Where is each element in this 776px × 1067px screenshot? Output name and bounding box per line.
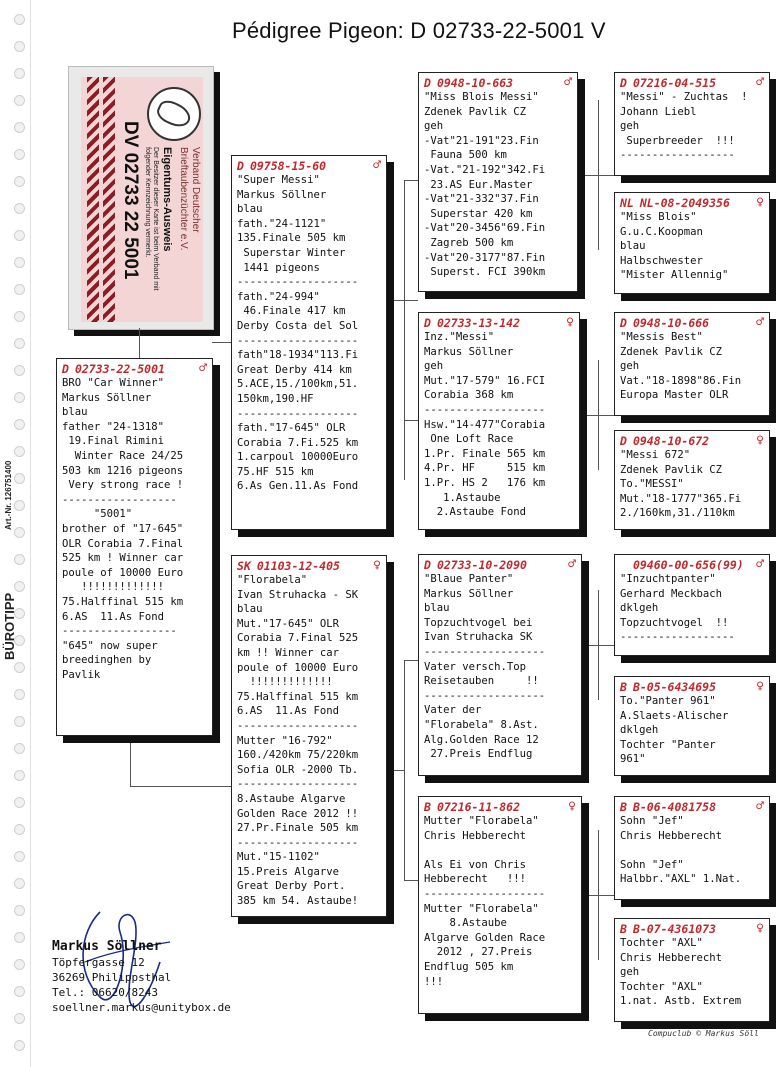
punch-holes (8, 0, 30, 1067)
ring-number: B-05-6434695 (632, 680, 717, 694)
box-line: ------------------- (237, 836, 359, 849)
box-line: Alg.Golden Race 12 (424, 733, 539, 746)
ring-number: B-06-4081758 (632, 800, 717, 814)
box-line: Great Derby 414 km (237, 363, 352, 376)
card-association: Verband Deutscher (190, 147, 201, 233)
box-line: brother of "17-645" (62, 522, 184, 535)
card-stripe (87, 77, 99, 322)
sex-icon: ♂ (568, 557, 576, 572)
box-line: poule of 10000 Euro (237, 661, 359, 674)
punch-hole (14, 473, 25, 484)
pedigree-box-mfm (614, 676, 770, 776)
box-header (620, 800, 764, 814)
punch-hole (14, 149, 25, 160)
ownership-card-body (81, 77, 203, 322)
box-line: 8.Astaube (424, 917, 507, 930)
box-line: "Super Messi" (237, 174, 320, 186)
box-line: Als Ei von Chris (424, 858, 527, 871)
box-line: "Florabela" 8.Ast. (424, 718, 539, 731)
box-line: Very strong race ! (62, 479, 184, 492)
box-line: Superstar Winter (237, 246, 346, 259)
box-line: Mut."17-579" 16.FCI (424, 374, 546, 387)
sex-icon: ♀ (373, 558, 381, 573)
sex-icon: ♂ (564, 75, 572, 90)
country-prefix: B (620, 680, 627, 694)
box-line: dklgeh (620, 724, 659, 737)
box-line: -Vat"21-191"23.Fin (424, 134, 539, 147)
country-prefix: D (424, 558, 431, 572)
box-line: 23.AS Eur.Master (424, 178, 533, 191)
box-line: blau (237, 203, 263, 216)
pedigree-box-fmm (614, 430, 770, 530)
box-line: geh (620, 966, 640, 979)
pedigree-box-subject (56, 358, 213, 736)
pedigree-box-ff (418, 72, 578, 292)
connector (584, 175, 614, 176)
ring-number: 0948-10-663 (436, 76, 514, 90)
box-line: Gerhard Meckbach (620, 587, 723, 600)
country-prefix: D (620, 316, 627, 330)
connector (388, 300, 418, 301)
card-heading: Eigentums-Ausweis (161, 147, 173, 252)
footer-credit: Compuclub © Markus Söll (648, 1029, 759, 1038)
connector (139, 328, 140, 362)
punch-hole (14, 446, 25, 457)
punch-hole (14, 14, 25, 25)
box-line: Tochter "AXL" (620, 937, 703, 949)
box-line: Hsw."14-477"Corabia (424, 418, 546, 431)
punch-hole (14, 581, 25, 592)
box-line: Algarve Golden Race (424, 931, 546, 944)
punch-hole (14, 230, 25, 241)
box-line: geh (424, 360, 444, 373)
box-line: 525 km ! Winner car (62, 552, 184, 565)
punch-hole (14, 1040, 25, 1051)
box-line: Inz."Messi" (424, 331, 495, 343)
owner-street: Töpfergasse 12 (52, 956, 145, 969)
box-line: Sohn "Jef" (620, 858, 684, 871)
connector (584, 645, 614, 646)
punch-hole (14, 905, 25, 916)
box-line: Ivan Struhacka SK (424, 631, 533, 644)
owner-city: 36269 Philippsthal (52, 971, 172, 984)
box-line: ------------------ (620, 149, 735, 162)
sex-icon: ♀ (756, 921, 764, 936)
box-line: Pavlik (62, 668, 101, 681)
box-line: 75.Halffinal 515 km (237, 690, 359, 703)
country-prefix: B (424, 800, 431, 814)
box-line: Tochter "AXL" (620, 980, 703, 993)
page-title: Pédigree Pigeon: D 02733-22-5001 V (232, 18, 606, 43)
ring-number: 07216-04-515 (632, 76, 717, 90)
box-line: blau (237, 603, 263, 616)
box-line: ------------------- (424, 645, 546, 658)
box-line: dklgeh (620, 602, 659, 615)
box-line: ------------------ (62, 493, 177, 506)
country-prefix: D (62, 362, 69, 376)
pedigree-box-mf (418, 554, 582, 776)
box-line: Superst. FCI 390km (424, 266, 546, 279)
box-line: Vater versch.Top (424, 660, 527, 673)
box-line: BRO "Car Winner" (62, 377, 165, 389)
box-line: 503 km 1216 pigeons (62, 464, 184, 477)
sex-icon: ♀ (566, 315, 574, 330)
box-line: Ivan Struhacka - SK (237, 588, 359, 601)
box-line: 75.Halffinal 515 km (62, 595, 184, 608)
box-line: father "24-1318" (62, 420, 165, 433)
pedigree-box-mmm (614, 918, 770, 1022)
box-line: Markus Söllner (237, 188, 327, 201)
box-line: 27.Pr.Finale 505 km (237, 822, 359, 835)
box-line: OLR Corabia 7.Final (62, 537, 184, 550)
box-line: Mutter "16-792" (237, 734, 333, 747)
box-line: ------------------ (620, 631, 735, 644)
box-header (620, 680, 764, 694)
box-line: 1.carpoul 10000Euro (237, 451, 359, 464)
box-line: 160./420km 75/220km (237, 749, 359, 762)
box-line: fath."24-994" (237, 290, 320, 303)
box-header (424, 316, 574, 330)
pigeon-logo-icon (147, 87, 201, 141)
box-line: Europa Master OLR (620, 389, 729, 402)
box-line: "Miss Blois" (620, 211, 697, 223)
box-line: Mut."15-1102" (237, 851, 320, 864)
box-line: 46.Finale 417 km (237, 305, 346, 318)
ownership-card (68, 66, 214, 330)
box-line: !!!!!!!!!!!!! (237, 676, 333, 689)
box-line: To."MESSI" (620, 478, 684, 491)
owner-name: Markus Söllner (52, 939, 162, 954)
box-line: 1.Pr. Finale 565 km (424, 447, 546, 460)
box-line: Corabia 368 km (424, 389, 514, 402)
box-line: Tochter "Panter (620, 738, 716, 751)
punch-hole (14, 959, 25, 970)
box-line: 6.AS 11.As Fond (237, 705, 340, 718)
box-line: Halbbr."AXL" 1.Nat. (620, 873, 742, 886)
box-line: Great Derby Port. (237, 880, 346, 893)
box-header (620, 434, 764, 448)
box-line: ------------------- (237, 334, 359, 347)
box-header (424, 76, 572, 90)
sex-icon: ♀ (568, 799, 576, 814)
box-line: Halbschwester (620, 254, 703, 267)
box-line: 2012 , 27.Preis (424, 946, 533, 959)
box-line: 8.Astaube Algarve (237, 792, 346, 805)
box-line: blau (424, 602, 450, 615)
punch-hole (14, 311, 25, 322)
box-line: Markus Söllner (424, 345, 514, 358)
box-line: Markus Söllner (424, 587, 514, 600)
box-line: Zdenek Pavlik CZ (620, 463, 723, 476)
country-prefix: NL (620, 196, 634, 210)
sex-icon: ♀ (756, 433, 764, 448)
box-line: fath."17-645" OLR (237, 422, 346, 435)
box-line: geh (620, 360, 640, 373)
box-line: breedinghen by (62, 654, 152, 667)
owner-address (52, 938, 231, 1015)
sex-icon: ♂ (756, 75, 764, 90)
box-line: -Vat."21-192"342.Fi (424, 163, 546, 176)
punch-hole (14, 122, 25, 133)
card-stripe (103, 77, 115, 322)
box-line: 1.Astaube (424, 491, 501, 504)
punch-hole (14, 419, 25, 430)
box-line: Derby Costa del Sol (237, 319, 359, 332)
box-line: Topzuchtvogel !! (620, 616, 729, 629)
country-prefix (620, 558, 627, 572)
pedigree-box-mother (231, 555, 387, 917)
box-line: Mut."17-645" OLR (237, 617, 340, 630)
box-line: Sohn "Jef" (620, 815, 684, 827)
ring-number: 02733-22-5001 (74, 362, 165, 376)
box-line: 6.As Gen.11.As Fond (237, 480, 359, 493)
punch-hole (14, 203, 25, 214)
box-line: 15.Preis Algarve (237, 865, 340, 878)
box-line: fath"18-1934"113.Fi (237, 349, 359, 362)
punch-hole (14, 365, 25, 376)
sex-icon: ♀ (756, 195, 764, 210)
country-prefix: D (620, 434, 627, 448)
pedigree-box-fm (418, 312, 580, 530)
box-line (620, 843, 764, 858)
box-line: ------------------- (237, 719, 359, 732)
box-line: Sofia OLR -2000 Tb. (237, 763, 359, 776)
country-prefix: SK (237, 559, 251, 573)
box-line: 27.Preis Endflug (424, 748, 533, 761)
box-line: ------------------- (424, 689, 546, 702)
binder-edge (30, 0, 31, 1067)
punch-hole (14, 257, 25, 268)
box-line: geh (424, 120, 444, 133)
connector (404, 180, 405, 480)
box-line: Topzuchtvogel bei (424, 616, 533, 629)
box-header (424, 558, 576, 572)
country-prefix: D (424, 316, 431, 330)
box-line: "Blaue Panter" (424, 573, 514, 585)
box-line: 961" (620, 753, 646, 766)
box-line: Corabia 7.Fi.525 km (237, 436, 359, 449)
country-prefix: D (424, 76, 431, 90)
box-line: 19.Final Rimini (62, 435, 165, 448)
box-line: "5001" (62, 508, 133, 521)
box-line: Mutter "Florabela" (424, 815, 539, 827)
box-line: A.Slaets-Alischer (620, 709, 729, 722)
ring-number: 09758-15-60 (249, 159, 327, 173)
box-line: !!!!!!!!!!!!! (62, 581, 165, 594)
box-line: "Messis Best" (620, 331, 703, 343)
connector (130, 732, 131, 786)
ring-number: 02733-10-2090 (436, 558, 527, 572)
box-line: "Messi" - Zuchtas ! (620, 91, 748, 103)
punch-hole (14, 41, 25, 52)
box-line: One Loft Race (424, 433, 514, 446)
connector (404, 660, 405, 880)
ring-number: 02733-13-142 (436, 316, 521, 330)
punch-hole (14, 338, 25, 349)
box-line: Endflug 505 km (424, 960, 514, 973)
punch-hole (14, 500, 25, 511)
punch-hole (14, 392, 25, 403)
sex-icon: ♂ (199, 361, 207, 376)
box-line: Golden Race 2012 !! (237, 807, 359, 820)
punch-hole (14, 95, 25, 106)
sex-icon: ♂ (756, 315, 764, 330)
box-line: "Messi 672" (620, 449, 691, 461)
box-line: 135.Finale 505 km (237, 232, 346, 245)
box-line: "Miss Blois Messi" (424, 91, 539, 103)
box-line: !!! (424, 975, 444, 988)
side-label (0, 460, 20, 890)
pedigree-box-mff (614, 554, 770, 656)
box-line: ------------------- (424, 403, 546, 416)
pedigree-box-father (231, 155, 387, 530)
box-line: 5.ACE,15./100km,51. (237, 378, 359, 391)
box-line: Zdenek Pavlik CZ (424, 105, 527, 118)
connector (584, 895, 614, 896)
connector (388, 770, 404, 771)
punch-hole (14, 932, 25, 943)
box-line: 2.Astaube Fond (424, 506, 527, 519)
box-line: 75.HF 515 km (237, 465, 314, 478)
box-line: "Mister Allennig" (620, 269, 729, 282)
pedigree-box-ffm (614, 192, 770, 294)
box-line: 1.nat. Astb. Extrem (620, 995, 742, 1008)
box-line: ------------------- (237, 407, 359, 420)
box-line: Zdenek Pavlik CZ (620, 345, 723, 358)
box-line: 6.AS 11.As Fond (62, 610, 165, 623)
box-line: Fauna 500 km (424, 149, 507, 162)
box-line: blau (62, 406, 88, 419)
box-line: poule of 10000 Euro (62, 566, 184, 579)
box-line: ------------------ (62, 625, 177, 638)
box-line: 1441 pigeons (237, 261, 320, 274)
box-header (237, 159, 381, 173)
punch-hole (14, 1013, 25, 1024)
box-line (424, 843, 576, 858)
ring-number: 0948-10-666 (632, 316, 710, 330)
owner-email[interactable]: soellner.markus@unitybox.de (52, 1001, 231, 1014)
box-line: Chris Hebberecht (620, 829, 723, 842)
punch-hole (14, 176, 25, 187)
punch-hole (14, 554, 25, 565)
pedigree-box-mm (418, 796, 582, 1014)
connector (404, 420, 418, 421)
ring-number: 0948-10-672 (632, 434, 710, 448)
box-line: fath."24-1121" (237, 217, 327, 230)
box-header (62, 362, 207, 376)
country-prefix: B (620, 800, 627, 814)
box-line: -Vat"20-3177"87.Fin (424, 251, 546, 264)
box-line: Winter Race 24/25 (62, 449, 184, 462)
box-header (237, 559, 381, 573)
box-line: "645" now super (62, 639, 158, 652)
box-line: Reisetauben !! (424, 675, 539, 688)
pedigree-box-mmf (614, 796, 770, 900)
sex-icon: ♂ (373, 158, 381, 173)
punch-hole (14, 527, 25, 538)
box-line: ------------------- (424, 887, 546, 900)
box-line: Vat."18-1898"86.Fin (620, 374, 742, 387)
box-header (620, 558, 764, 572)
ring-number: B-07-4361073 (632, 922, 717, 936)
box-line: geh (620, 120, 640, 133)
box-line: Markus Söllner (62, 391, 152, 404)
box-line: Superbreeder !!! (620, 134, 735, 147)
connector (584, 415, 614, 416)
box-line: 4.Pr. HF 515 km (424, 462, 546, 475)
box-header (620, 196, 764, 210)
ring-number: 07216-11-862 (436, 800, 521, 814)
ring-number: 09460-00-656(99) (632, 558, 744, 572)
country-prefix: B (620, 922, 627, 936)
brand-label: BÜROTIPP (2, 592, 17, 660)
box-line: blau (620, 240, 646, 253)
box-line: Chris Hebberecht (424, 829, 527, 842)
box-header (424, 800, 576, 814)
box-line: G.u.C.Koopman (620, 225, 703, 238)
box-line: 385 km 54. Astaube! (237, 895, 359, 908)
box-line: "Inzuchtpanter" (620, 573, 716, 585)
box-line: -Vat"21-332"37.Fin (424, 193, 539, 206)
box-line: -Vat"20-3456"69.Fin (424, 222, 546, 235)
box-header (620, 316, 764, 330)
box-line: 150km,190.HF (237, 392, 314, 405)
connector (130, 786, 232, 787)
box-line: Mutter "Florabela" (424, 902, 539, 915)
box-header (620, 922, 764, 936)
box-line: ------------------- (237, 276, 359, 289)
box-line: Hebberecht !!! (424, 873, 527, 886)
country-prefix: D (620, 76, 627, 90)
box-header (620, 76, 764, 90)
owner-phone: Tel.: 06620/8243 (52, 986, 158, 999)
connector (404, 180, 418, 181)
punch-hole (14, 986, 25, 997)
pedigree-box-fff (614, 72, 770, 176)
country-prefix: D (237, 159, 244, 173)
box-line: km !! Winner car (237, 646, 340, 659)
article-number: Art.-Nr. 126751400 (4, 460, 13, 530)
card-association-2: Brieftaubenzüchter e.V. (178, 147, 189, 251)
box-line: Johann Liebl (620, 105, 697, 118)
box-line: Chris Hebberecht (620, 951, 723, 964)
sex-icon: ♀ (756, 679, 764, 694)
sex-icon: ♂ (756, 799, 764, 814)
card-text: Der Besitzer dieser Karte ist beim Verband mit folgender Kennzeichnung vermerkt. (144, 147, 159, 291)
box-line: ------------------- (237, 778, 359, 791)
box-line: Superstar 420 km (424, 207, 533, 220)
box-line: 2./160km,31./110km (620, 507, 735, 520)
punch-hole (14, 68, 25, 79)
box-line: "Florabela" (237, 574, 308, 586)
box-line: Zagreb 500 km (424, 236, 514, 249)
box-line: To."Panter 961" (620, 695, 716, 707)
punch-hole (14, 284, 25, 295)
sex-icon: ♂ (756, 557, 764, 572)
connector (212, 342, 232, 343)
box-line: Mut."18-1777"365.Fi (620, 492, 742, 505)
card-ring-number: DV 02733 22 5001 (120, 121, 141, 280)
ring-number: NL-08-2049356 (639, 196, 730, 210)
box-line: Corabia 7.Final 525 (237, 632, 359, 645)
pedigree-box-fmf (614, 312, 770, 416)
connector (404, 880, 418, 881)
box-line: 1.Pr. HS 2 176 km (424, 476, 546, 489)
ring-number: 01103-12-405 (256, 559, 340, 573)
box-line: Vater der (424, 704, 482, 717)
connector (404, 660, 418, 661)
